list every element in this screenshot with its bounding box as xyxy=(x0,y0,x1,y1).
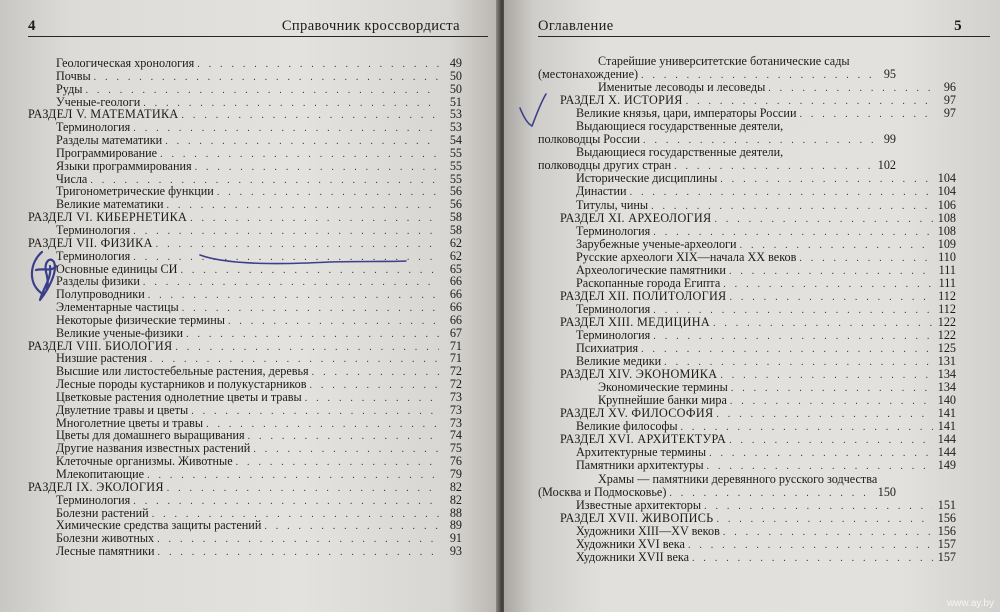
right-page-number: 5 xyxy=(954,18,962,34)
toc-entry-row xyxy=(28,468,488,481)
toc-entry-label: Храмы — памятники деревянного русского зодчества xyxy=(598,471,878,486)
right-toc-list xyxy=(538,55,990,564)
toc-entry-row xyxy=(538,277,990,290)
toc-entry-row xyxy=(538,459,990,472)
toc-page-number: 99 xyxy=(883,132,896,147)
toc-page-number: 134 xyxy=(937,367,956,382)
toc-entry-label: Художники XVII века xyxy=(576,549,690,564)
toc-entry-label: Выдающиеся государственные деятели, xyxy=(576,145,784,160)
toc-page-number: 96 xyxy=(943,80,956,95)
toc-section-title: РАЗДЕЛ XVI. АРХИТЕКТУРА xyxy=(560,432,727,447)
toc-section-row xyxy=(538,212,990,225)
toc-entry-row xyxy=(28,545,488,558)
toc-leader-dots xyxy=(729,291,933,304)
toc-page-number: 151 xyxy=(937,497,956,512)
toc-page-number: 88 xyxy=(449,505,462,520)
toc-entry-label: Многолетние цветы и травы xyxy=(56,415,204,430)
toc-entry-label: Болезни животных xyxy=(56,531,155,546)
toc-entry-label: Высшие или листостебельные растения, деревья xyxy=(56,364,309,379)
toc-leader-dots xyxy=(305,393,439,406)
toc-section-title: РАЗДЕЛ VII. ФИЗИКА xyxy=(28,235,153,250)
toc-entry-label: Почвы xyxy=(56,68,91,83)
toc-page-number: 53 xyxy=(449,107,462,122)
toc-leader-dots xyxy=(312,367,439,380)
toc-page-number: 157 xyxy=(937,549,956,564)
toc-entry-label: Художники XVI века xyxy=(576,536,685,551)
toc-section-title: РАЗДЕЛ XIII. МЕДИЦИНА xyxy=(560,314,710,329)
toc-entry-row xyxy=(538,538,990,551)
toc-page-number: 144 xyxy=(937,432,956,447)
toc-leader-dots xyxy=(143,98,439,111)
toc-leader-dots xyxy=(253,444,439,457)
toc-section-row xyxy=(28,237,488,250)
toc-page-number: 71 xyxy=(449,351,462,366)
toc-page-number: 95 xyxy=(883,67,896,82)
toc-leader-dots xyxy=(197,59,439,72)
toc-section-title: РАЗДЕЛ XV. ФИЛОСОФИЯ xyxy=(560,406,714,421)
toc-section-row xyxy=(538,512,990,525)
toc-entry-label: Терминология xyxy=(576,301,651,316)
toc-page-number: 73 xyxy=(449,415,462,430)
toc-leader-dots xyxy=(167,200,439,213)
toc-entry-row xyxy=(28,391,488,404)
toc-page-number: 72 xyxy=(449,364,462,379)
toc-entry-row xyxy=(28,83,488,96)
toc-entry-label: Династии xyxy=(576,184,627,199)
toc-leader-dots xyxy=(228,316,439,329)
toc-section-title: РАЗДЕЛ VIII. БИОЛОГИЯ xyxy=(28,338,173,353)
toc-entry-label: Старейшие университетские ботанические сады xyxy=(598,54,850,68)
toc-page-number: 58 xyxy=(449,222,462,237)
toc-entry-label: Лесные породы кустарников и полукустарников xyxy=(56,377,307,392)
toc-entry-row xyxy=(538,251,990,264)
toc-entry-label: Архитектурные термины xyxy=(576,445,707,460)
toc-leader-dots xyxy=(94,72,439,85)
toc-page-number: 97 xyxy=(943,106,956,121)
toc-entry-label: Низшие растения xyxy=(56,351,147,366)
toc-section-title: РАЗДЕЛ IX. ЭКОЛОГИЯ xyxy=(28,479,164,494)
toc-entry-row xyxy=(28,147,488,160)
toc-entry-label: Зарубежные ученые-археологи xyxy=(576,236,737,251)
toc-leader-dots xyxy=(147,470,439,483)
toc-leader-dots xyxy=(236,457,439,470)
toc-leader-dots xyxy=(158,547,439,560)
toc-leader-dots xyxy=(133,496,439,509)
toc-entry-label: Раскопанные города Египта xyxy=(576,275,721,290)
toc-leader-dots xyxy=(709,447,933,460)
toc-entry-label: Русские археологи XIX—начала XX веков xyxy=(576,249,797,264)
toc-entry-row xyxy=(28,160,488,173)
toc-entry-row xyxy=(28,314,488,327)
toc-page-number: 111 xyxy=(938,262,956,277)
toc-page-number: 108 xyxy=(937,210,956,225)
toc-entry-label: Экономические термины xyxy=(598,380,728,395)
right-running-title: Оглавление xyxy=(538,18,614,34)
toc-entry-label: Терминология xyxy=(56,120,131,135)
toc-page-number: 53 xyxy=(449,120,462,135)
toc-entry-label: Тригонометрические функции xyxy=(56,184,214,199)
left-running-title: Справочник кроссвордиста xyxy=(281,18,460,34)
toc-leader-dots xyxy=(731,382,933,395)
toc-leader-dots xyxy=(186,329,439,342)
toc-leader-dots xyxy=(716,513,933,526)
toc-page-number: 55 xyxy=(449,171,462,186)
toc-entry-label: Основные единицы СИ xyxy=(56,261,178,276)
toc-entry-label: Великие математики xyxy=(56,197,164,212)
right-page-header xyxy=(538,14,990,37)
toc-section-title: РАЗДЕЛ V. МАТЕМАТИКА xyxy=(28,107,179,122)
toc-leader-dots xyxy=(730,395,933,408)
toc-entry-label: (местонахождение) xyxy=(538,67,639,82)
toc-entry-row xyxy=(538,238,990,251)
toc-leader-dots xyxy=(175,342,439,355)
toc-entry-row xyxy=(538,486,990,499)
toc-leader-dots xyxy=(148,290,439,303)
toc-leader-dots xyxy=(729,265,933,278)
toc-page-number: 141 xyxy=(937,406,956,421)
toc-page-number: 104 xyxy=(937,184,956,199)
toc-entry-label: Терминология xyxy=(576,327,651,342)
toc-page-number: 66 xyxy=(449,287,462,302)
toc-section-title: РАЗДЕЛ XIV. ЭКОНОМИКА xyxy=(560,367,718,382)
toc-leader-dots xyxy=(630,186,933,199)
toc-entry-label: Ученые-геологи xyxy=(56,94,141,109)
toc-entry-label: Великие медики xyxy=(576,354,662,369)
toc-leader-dots xyxy=(160,149,439,162)
left-toc-list xyxy=(28,57,488,558)
toc-entry-row xyxy=(538,499,990,512)
toc-entry-row xyxy=(28,404,488,417)
toc-page-number: 67 xyxy=(449,325,462,340)
toc-page-number: 149 xyxy=(937,458,956,473)
toc-leader-dots xyxy=(156,239,439,252)
toc-page-number: 49 xyxy=(449,56,462,70)
toc-page-number: 50 xyxy=(449,68,462,83)
toc-entry-label: Психиатрия xyxy=(576,341,639,356)
toc-page-number: 141 xyxy=(937,419,956,434)
toc-page-number: 62 xyxy=(449,248,462,263)
toc-entry-label: Геологическая хронология xyxy=(56,56,195,70)
toc-page-number: 56 xyxy=(449,197,462,212)
toc-page-number: 72 xyxy=(449,377,462,392)
toc-entry-row xyxy=(28,327,488,340)
toc-entry-label: Художники XIII—XV веков xyxy=(576,523,720,538)
toc-leader-dots xyxy=(143,277,439,290)
toc-entry-label: Терминология xyxy=(56,492,131,507)
toc-page-number: 93 xyxy=(449,544,462,559)
toc-leader-dots xyxy=(723,526,933,539)
toc-leader-dots xyxy=(768,82,933,95)
toc-page-number: 122 xyxy=(937,314,956,329)
toc-page-number: 134 xyxy=(937,380,956,395)
toc-page-number: 102 xyxy=(877,158,896,173)
toc-entry-label: Двулетние травы и цветы xyxy=(56,402,189,417)
toc-leader-dots xyxy=(704,500,933,513)
toc-entry-label: Цветковые растения однолетние цветы и травы xyxy=(56,389,302,404)
toc-entry-label: Языки программирования xyxy=(56,158,192,173)
toc-entry-row xyxy=(28,57,488,70)
toc-page-number: 73 xyxy=(449,402,462,417)
toc-leader-dots xyxy=(133,226,439,239)
toc-entry-row xyxy=(28,224,488,237)
toc-page-number: 122 xyxy=(937,327,956,342)
toc-page-number: 156 xyxy=(937,523,956,538)
toc-page-number: 144 xyxy=(937,445,956,460)
toc-entry-row xyxy=(28,378,488,391)
toc-page-number: 112 xyxy=(938,301,956,316)
toc-entry-label: Великие князья, цари, императоры России xyxy=(576,106,797,121)
toc-leader-dots xyxy=(692,552,933,565)
toc-entry-row xyxy=(538,185,990,198)
toc-entry-label: Клеточные организмы. Животные xyxy=(56,454,233,469)
toc-entry-row xyxy=(538,525,990,538)
toc-page-number: 79 xyxy=(449,467,462,481)
toc-entry-label: Памятники архитектуры xyxy=(576,458,704,473)
toc-entry-label: Терминология xyxy=(576,223,651,238)
toc-page-number: 111 xyxy=(938,275,956,290)
toc-entry-label: (Москва и Подмосковье) xyxy=(538,484,667,499)
toc-page-number: 58 xyxy=(449,210,462,225)
toc-entry-label: Титулы, чины xyxy=(576,197,649,212)
toc-leader-dots xyxy=(217,187,439,200)
toc-entry-label: Полупроводники xyxy=(56,287,145,302)
toc-entry-row xyxy=(28,250,488,263)
toc-entry-label: Разделы математики xyxy=(56,133,163,148)
toc-entry-label: Элементарные частицы xyxy=(56,300,179,315)
toc-section-title: РАЗДЕЛ XI. АРХЕОЛОГИЯ xyxy=(560,210,712,225)
toc-entry-label: Великие философы xyxy=(576,419,678,434)
toc-entry-row xyxy=(28,134,488,147)
toc-page-number: 62 xyxy=(449,235,462,250)
toc-page-number: 74 xyxy=(449,428,462,443)
toc-page-number: 50 xyxy=(449,81,462,96)
toc-page-number: 157 xyxy=(937,536,956,551)
toc-page-number: 65 xyxy=(449,261,462,276)
watermark-text: www.ay.by xyxy=(946,598,994,609)
toc-leader-dots xyxy=(641,343,933,356)
toc-leader-dots xyxy=(729,434,933,447)
toc-entry-label: Известные архитекторы xyxy=(576,497,702,512)
toc-entry-label: полководцы других стран xyxy=(538,158,672,173)
toc-page-number: 150 xyxy=(877,484,896,499)
toc-leader-dots xyxy=(167,483,439,496)
toc-page-number: 56 xyxy=(449,184,462,199)
toc-page-number: 125 xyxy=(937,341,956,356)
toc-leader-dots xyxy=(716,408,933,421)
toc-page-number: 55 xyxy=(449,145,462,160)
toc-section-title: РАЗДЕЛ X. ИСТОРИЯ xyxy=(560,93,683,108)
toc-leader-dots xyxy=(309,380,439,393)
toc-page-number: 106 xyxy=(937,197,956,212)
toc-entry-label: Цветы для домашнего выращивания xyxy=(56,428,245,443)
toc-entry-row xyxy=(28,70,488,83)
toc-section-row xyxy=(28,481,488,494)
toc-page-number: 104 xyxy=(937,171,956,186)
toc-leader-dots xyxy=(720,173,933,186)
toc-entry-row xyxy=(538,303,990,316)
toc-entry-label: Исторические дисциплины xyxy=(576,171,718,186)
toc-leader-dots xyxy=(195,162,439,175)
toc-entry-label: Некоторые физические термины xyxy=(56,312,225,327)
toc-leader-dots xyxy=(182,110,439,123)
toc-page-number: 108 xyxy=(937,223,956,238)
toc-section-row xyxy=(538,290,990,303)
toc-leader-dots xyxy=(133,123,439,136)
toc-entry-label: полководцы России xyxy=(538,132,641,147)
toc-leader-dots xyxy=(133,252,439,265)
toc-page-number: 55 xyxy=(449,158,462,173)
toc-leader-dots xyxy=(688,539,933,552)
toc-leader-dots xyxy=(720,369,933,382)
toc-leader-dots xyxy=(799,108,933,121)
toc-leader-dots xyxy=(157,534,439,547)
toc-page-number: 66 xyxy=(449,312,462,327)
toc-leader-dots xyxy=(713,317,933,330)
toc-page-number: 66 xyxy=(449,300,462,315)
toc-entry-row xyxy=(538,551,990,564)
toc-leader-dots xyxy=(799,252,933,265)
toc-entry-row xyxy=(538,199,990,212)
toc-page-number: 76 xyxy=(449,454,462,469)
toc-page-number: 140 xyxy=(937,393,956,408)
toc-entry-row xyxy=(28,494,488,507)
toc-entry-row xyxy=(538,473,990,486)
left-page-header xyxy=(28,14,488,37)
toc-entry-label: Болезни растений xyxy=(56,505,149,520)
toc-entry-label: Именитые лесоводы и лесоведы xyxy=(598,80,766,95)
toc-section-title: РАЗДЕЛ VI. КИБЕРНЕТИКА xyxy=(28,210,188,225)
toc-page-number: 75 xyxy=(449,441,462,456)
toc-page-number: 110 xyxy=(938,249,956,264)
toc-entry-label: Числа xyxy=(56,171,88,186)
toc-page-number: 97 xyxy=(943,93,956,108)
toc-leader-dots xyxy=(180,265,439,278)
toc-page-number: 112 xyxy=(938,288,956,303)
toc-section-title: РАЗДЕЛ XII. ПОЛИТОЛОГИЯ xyxy=(560,288,727,303)
toc-leader-dots xyxy=(714,213,933,226)
toc-entry-label: Крупнейшие банки мира xyxy=(598,393,727,408)
toc-leader-dots xyxy=(191,406,439,419)
toc-page-number: 66 xyxy=(449,274,462,289)
toc-entry-label: Лесные памятники xyxy=(56,544,155,559)
toc-leader-dots xyxy=(190,213,439,226)
toc-leader-dots xyxy=(723,278,933,291)
toc-leader-dots xyxy=(165,136,439,149)
left-page-number: 4 xyxy=(28,18,36,34)
toc-page-number: 73 xyxy=(449,389,462,404)
right-page xyxy=(504,0,1000,612)
toc-entry-row xyxy=(538,225,990,238)
toc-section-title: РАЗДЕЛ XVII. ЖИВОПИСЬ xyxy=(560,510,714,525)
toc-entry-label: Терминология xyxy=(56,248,131,263)
toc-leader-dots xyxy=(248,431,439,444)
toc-leader-dots xyxy=(653,330,933,343)
toc-entry-label: Млекопитающие xyxy=(56,467,145,481)
toc-entry-label: Программирование xyxy=(56,145,158,160)
toc-page-number: 91 xyxy=(449,531,462,546)
toc-entry-label: Выдающиеся государственные деятели, xyxy=(576,119,784,134)
toc-entry-row xyxy=(538,264,990,277)
toc-entry-label: Другие названия известных растений xyxy=(56,441,251,456)
toc-entry-label: Великие ученые-физики xyxy=(56,325,184,340)
toc-page-number: 51 xyxy=(449,94,462,109)
toc-entry-label: Руды xyxy=(56,81,83,96)
toc-page-number: 156 xyxy=(937,510,956,525)
toc-page-number: 89 xyxy=(449,518,462,533)
toc-entry-row xyxy=(28,301,488,314)
toc-entry-label: Терминология xyxy=(56,222,131,237)
toc-leader-dots xyxy=(264,521,439,534)
toc-page-number: 71 xyxy=(449,338,462,353)
toc-page-number: 131 xyxy=(937,354,956,369)
toc-entry-label: Археологические памятники xyxy=(576,262,726,277)
toc-entry-label: Разделы физики xyxy=(56,274,140,289)
toc-page-number: 82 xyxy=(449,492,462,507)
toc-page-number: 109 xyxy=(937,236,956,251)
toc-entry-label: Химические средства защиты растений xyxy=(56,518,262,533)
toc-page-number: 82 xyxy=(449,479,462,494)
toc-page-number: 54 xyxy=(449,133,462,148)
